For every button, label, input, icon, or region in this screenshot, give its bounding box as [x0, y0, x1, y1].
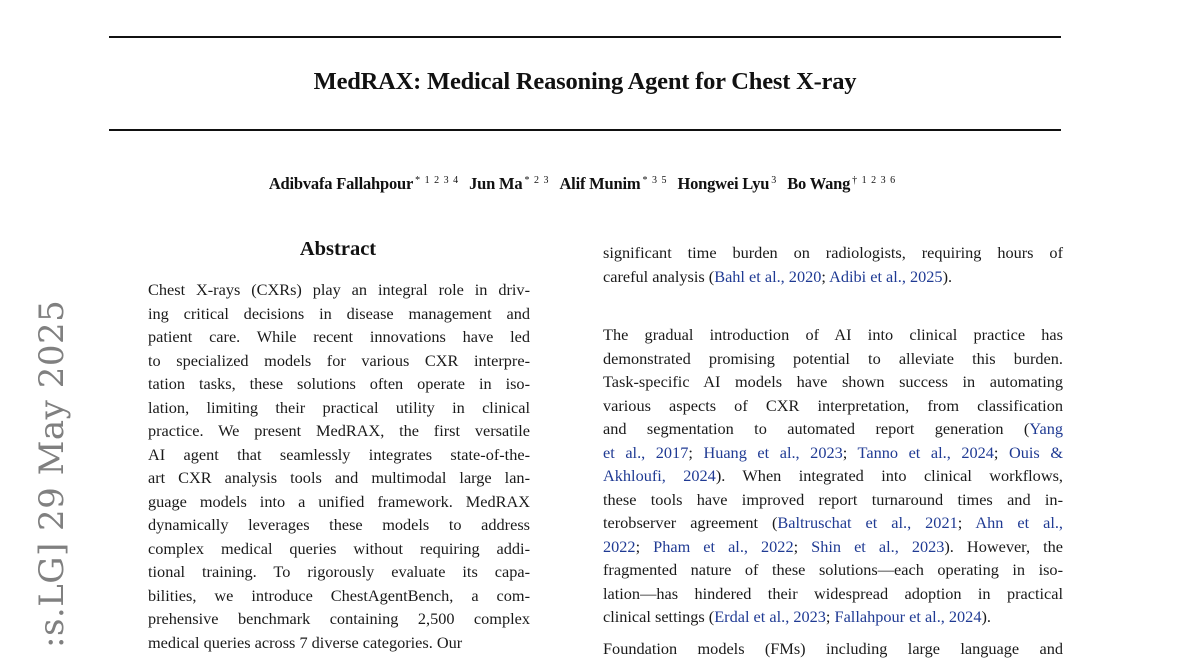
body-text: clinical settings ( — [603, 607, 714, 626]
body-text-line — [603, 441, 1063, 465]
abstract-line: art CXR analysis tools and multimodal large lan- — [148, 466, 530, 490]
body-text-line: various aspects of CXR interpretation, from classification — [603, 394, 1063, 418]
body-text: ). However, the — [944, 537, 1063, 556]
citation-link[interactable]: Baltruschat et al., 2021 — [777, 513, 957, 532]
author-name-text: Bo Wang — [787, 174, 850, 193]
paragraph-foundation-models — [603, 637, 1063, 660]
body-text: ; — [826, 607, 835, 626]
author-affiliation-marks: * 2 3 — [524, 175, 549, 186]
author-name — [677, 174, 777, 193]
body-text: ; — [994, 443, 1009, 462]
body-text-line — [603, 511, 1063, 535]
citation-link[interactable]: Pham et al., 2022 — [653, 537, 793, 556]
abstract-line: patient care. While recent innovations have led — [148, 325, 530, 349]
citation-link[interactable]: Bahl et al., 2020 — [714, 267, 821, 286]
paragraph-spacer — [603, 288, 1063, 323]
abstract-line: dynamically leverages these models to address — [148, 513, 530, 537]
body-text-line — [603, 464, 1063, 488]
body-text: ; — [843, 443, 858, 462]
abstract-line: complex medical queries without requiring addi- — [148, 537, 530, 561]
citation-link[interactable]: Adibi et al., 2025 — [829, 267, 943, 286]
title-bottom-rule — [109, 129, 1061, 131]
abstract-line: lation, limiting their practical utility in clinical — [148, 396, 530, 420]
citation-link[interactable]: Ahn et al., — [975, 513, 1063, 532]
paragraph-ai-introduction — [603, 323, 1063, 629]
paragraph-spacer — [603, 629, 1063, 637]
author-list — [0, 174, 1165, 194]
body-text: ; — [688, 443, 703, 462]
abstract-line: ing critical decisions in disease management and — [148, 302, 530, 326]
author-affiliation-marks: * 3 5 — [642, 175, 667, 186]
citation-link[interactable]: et al., 2017 — [603, 443, 688, 462]
body-text-line — [603, 605, 1063, 629]
body-text: and segmentation to automated report generation ( — [603, 419, 1029, 438]
body-text-line: these tools have improved report turnaround times and in- — [603, 488, 1063, 512]
abstract-line: practice. We present MedRAX, the first versatile — [148, 419, 530, 443]
author-name-text: Adibvafa Fallahpour — [269, 174, 413, 193]
body-text-line: The gradual introduction of AI into clinical practice has — [603, 323, 1063, 347]
abstract-line: Chest X-rays (CXRs) play an integral role in driv- — [148, 278, 530, 302]
author-name-text: Hongwei Lyu — [677, 174, 769, 193]
author-name — [469, 174, 549, 193]
abstract-line: bilities, we introduce ChestAgentBench, a com- — [148, 584, 530, 608]
paper-title: MedRAX: Medical Reasoning Agent for Chest X-ray — [0, 68, 1170, 96]
author-affiliation-marks: † 1 2 3 6 — [852, 175, 896, 186]
abstract-line: tional training. To rigorously evaluate its capa- — [148, 560, 530, 584]
body-text: ; — [636, 537, 654, 556]
author-name-text: Alif Munim — [559, 174, 640, 193]
body-text-line: demonstrated promising potential to alleviate this burden. — [603, 347, 1063, 371]
body-text-line — [603, 535, 1063, 559]
citation-link[interactable]: Erdal et al., 2023 — [714, 607, 826, 626]
body-text-line: fragmented nature of these solutions—each operating in iso- — [603, 558, 1063, 582]
paragraph-time-burden — [603, 241, 1063, 288]
body-text-line: Foundation models (FMs) including large language and — [603, 637, 1063, 660]
citation-link[interactable]: Tanno et al., 2024 — [858, 443, 994, 462]
abstract-body — [148, 278, 530, 654]
abstract-line: tation tasks, these solutions often operate in iso- — [148, 372, 530, 396]
author-name — [269, 174, 459, 193]
citation-link[interactable]: Yang — [1029, 419, 1063, 438]
body-text: ). When integrated into clinical workflows, — [716, 466, 1063, 485]
abstract-line: guage models into a unified framework. MedRAX — [148, 490, 530, 514]
body-text: ; — [794, 537, 812, 556]
body-text-line — [603, 265, 1063, 289]
body-text: terobserver agreement ( — [603, 513, 777, 532]
author-name — [559, 174, 667, 193]
title-top-rule — [109, 36, 1061, 38]
introduction-column — [603, 241, 1063, 660]
body-text-line: significant time burden on radiologists, requiring hours of — [603, 241, 1063, 265]
body-text: ). — [981, 607, 991, 626]
abstract-line: AI agent that seamlessly integrates state-of-the- — [148, 443, 530, 467]
author-affiliation-marks: * 1 2 3 4 — [415, 175, 459, 186]
citation-link[interactable]: Huang et al., 2023 — [703, 443, 842, 462]
body-text: ). — [943, 267, 953, 286]
body-text-line — [603, 417, 1063, 441]
abstract-line: medical queries across 7 diverse categories. Our — [148, 631, 530, 655]
abstract-line: prehensive benchmark containing 2,500 complex — [148, 607, 530, 631]
body-text: ; — [821, 267, 829, 286]
author-name-text: Jun Ma — [469, 174, 522, 193]
author-name — [787, 174, 896, 193]
author-affiliation-marks: 3 — [771, 175, 777, 186]
citation-link[interactable]: Ouis & — [1009, 443, 1063, 462]
citation-link[interactable]: 2022 — [603, 537, 636, 556]
arxiv-identifier-stamp: :s.LG] 29 May 2025 — [32, 300, 72, 648]
body-text-line: lation—has hindered their widespread adoption in practical — [603, 582, 1063, 606]
citation-link[interactable]: Akhloufi, 2024 — [603, 466, 716, 485]
body-text: careful analysis ( — [603, 267, 714, 286]
body-text-line: Task-specific AI models have shown success in automating — [603, 370, 1063, 394]
abstract-line: to specialized models for various CXR interpre- — [148, 349, 530, 373]
body-text: ; — [958, 513, 976, 532]
citation-link[interactable]: Fallahpour et al., 2024 — [835, 607, 982, 626]
citation-link[interactable]: Shin et al., 2023 — [811, 537, 944, 556]
abstract-heading: Abstract — [147, 238, 529, 261]
